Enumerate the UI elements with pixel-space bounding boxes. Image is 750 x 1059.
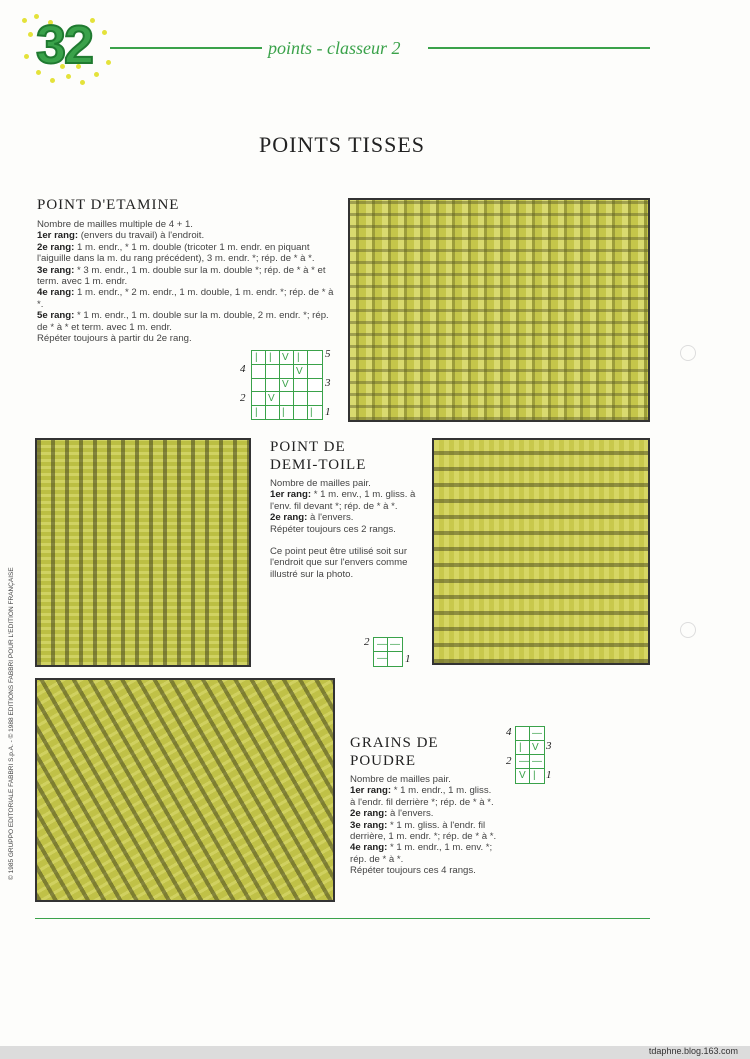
- chart-row-label: 2: [364, 636, 370, 648]
- etamine-row-label: 1er rang:: [37, 230, 79, 242]
- etamine-instructions: [37, 219, 335, 344]
- demi-toile-stitch-chart: — — —: [373, 637, 403, 667]
- etamine-row-text: * 3 m. endr., 1 m. double sur la m. double *; rép. de * à * et term. avec 1 m. endr.: [37, 264, 326, 288]
- etamine-knit-photo: [348, 198, 650, 422]
- grains-row-label: 3e rang:: [350, 819, 388, 831]
- demi-toile-instructions: [270, 478, 418, 580]
- etamine-outro: Répéter toujours à partir du 2e rang.: [37, 333, 192, 345]
- section-title-line: POINT DE: [270, 439, 346, 455]
- grains-row-text: * 1 m. gliss. à l'endr. fil derrière, 1 m. endr. *; rép. de * à *.: [350, 819, 497, 843]
- section-title-grains: [350, 734, 439, 770]
- demi-toile-intro: Nombre de mailles pair.: [270, 478, 371, 489]
- chart-row-label: 2: [240, 392, 246, 404]
- grains-row-label: 2e rang:: [350, 808, 388, 820]
- etamine-row-text: 1 m. endr., * 2 m. endr., 1 m. double, 1 m. endr. *; rép. de * à *.: [37, 287, 334, 310]
- demi-toile-knit-photo-wrong-side: [432, 438, 650, 665]
- etamine-row-text: * 1 m. endr., 1 m. double sur la m. double, 2 m. endr. *; rép. de * à * et term. avec 1 m. endr.: [37, 310, 329, 333]
- grains-de-poudre-knit-photo: [35, 678, 335, 902]
- demi-toile-row-label: 1er rang:: [270, 489, 312, 501]
- etamine-row-label: 3e rang:: [37, 264, 75, 276]
- demi-toile-note: Ce point peut être utilisé soit sur l'endroit que sur l'envers comme illustré sur la photo.: [270, 546, 408, 580]
- chart-row-label: 5: [325, 348, 331, 360]
- etamine-row-text: 1 m. endr., * 1 m. double (tricoter 1 m. endr. en piquant l'aiguille dans la m. du rang précédent), 3 m. endr. *; rép. de * à *.: [37, 241, 315, 265]
- section-title-demi-toile: [270, 438, 366, 474]
- section-title-line: DEMI-TOILE: [270, 457, 367, 473]
- chart-row-label: 4: [506, 726, 512, 738]
- section-title-line: GRAINS DE: [350, 735, 439, 751]
- grains-row-text: * 1 m. endr., 1 m. gliss. à l'endr. fil derrière *; rép. de * à *.: [350, 785, 494, 808]
- grains-row-text: * 1 m. endr., 1 m. env. *; rép. de * à *.: [350, 842, 493, 865]
- page-title: POINTS TISSES: [258, 132, 426, 157]
- etamine-intro: Nombre de mailles multiple de 4 + 1.: [37, 219, 193, 230]
- etamine-row-label: 5e rang:: [37, 310, 75, 322]
- demi-toile-row-label: 2e rang:: [270, 512, 308, 524]
- etamine-row-label: 4e rang:: [37, 287, 75, 299]
- chart-row-label: 3: [325, 377, 331, 389]
- chart-row-label: 4: [240, 363, 246, 375]
- binder-hole: [680, 622, 696, 638]
- section-title-line: POUDRE: [350, 753, 417, 769]
- header-rule-right: [428, 47, 650, 49]
- demi-toile-outro: Répéter toujours ces 2 rangs.: [270, 523, 396, 535]
- scan-footer-bar: [0, 1046, 750, 1059]
- grains-row-label: 1er rang:: [350, 785, 392, 797]
- grains-instructions: [350, 774, 498, 877]
- header-rule-left: [110, 47, 262, 49]
- series-title: points - classeur 2: [268, 38, 401, 58]
- grains-outro: Répéter toujours ces 4 rangs.: [350, 865, 476, 877]
- demi-toile-row-text: * 1 m. env., 1 m. gliss. à l'env. fil devant *; rép. de * à *.: [270, 489, 416, 512]
- grains-row-text: à l'envers.: [387, 808, 434, 820]
- chart-row-label: 2: [506, 755, 512, 767]
- chart-row-label: 3: [546, 740, 552, 752]
- grains-intro: Nombre de mailles pair.: [350, 774, 451, 785]
- etamine-row-label: 2e rang:: [37, 241, 75, 253]
- chart-row-label: 1: [546, 769, 552, 781]
- page-number: 32: [36, 15, 93, 75]
- demi-toile-knit-photo-right-side: [35, 438, 251, 667]
- etamine-stitch-chart: | | V | V V V | | |: [251, 350, 323, 420]
- footer-rule: [35, 918, 650, 919]
- watermark: tdaphne.blog.163.com: [648, 1046, 738, 1056]
- etamine-row-text: (envers du travail) à l'endroit.: [78, 230, 205, 242]
- chart-row-label: 1: [405, 653, 411, 665]
- grains-stitch-chart: — | V — — V |: [515, 726, 545, 784]
- binder-hole: [680, 345, 696, 361]
- copyright-notice: © 1985 GRUPPO EDITORIALE FABBRI S.p.A. - © 1988 EDITIONS FABBRI POUR L'EDITION FRANÇAISE: [8, 567, 15, 880]
- chart-row-label: 1: [325, 406, 331, 418]
- grains-row-label: 4e rang:: [350, 842, 388, 854]
- section-title-etamine: POINT D'ETAMINE: [37, 197, 180, 213]
- demi-toile-row-text: à l'envers.: [307, 512, 354, 524]
